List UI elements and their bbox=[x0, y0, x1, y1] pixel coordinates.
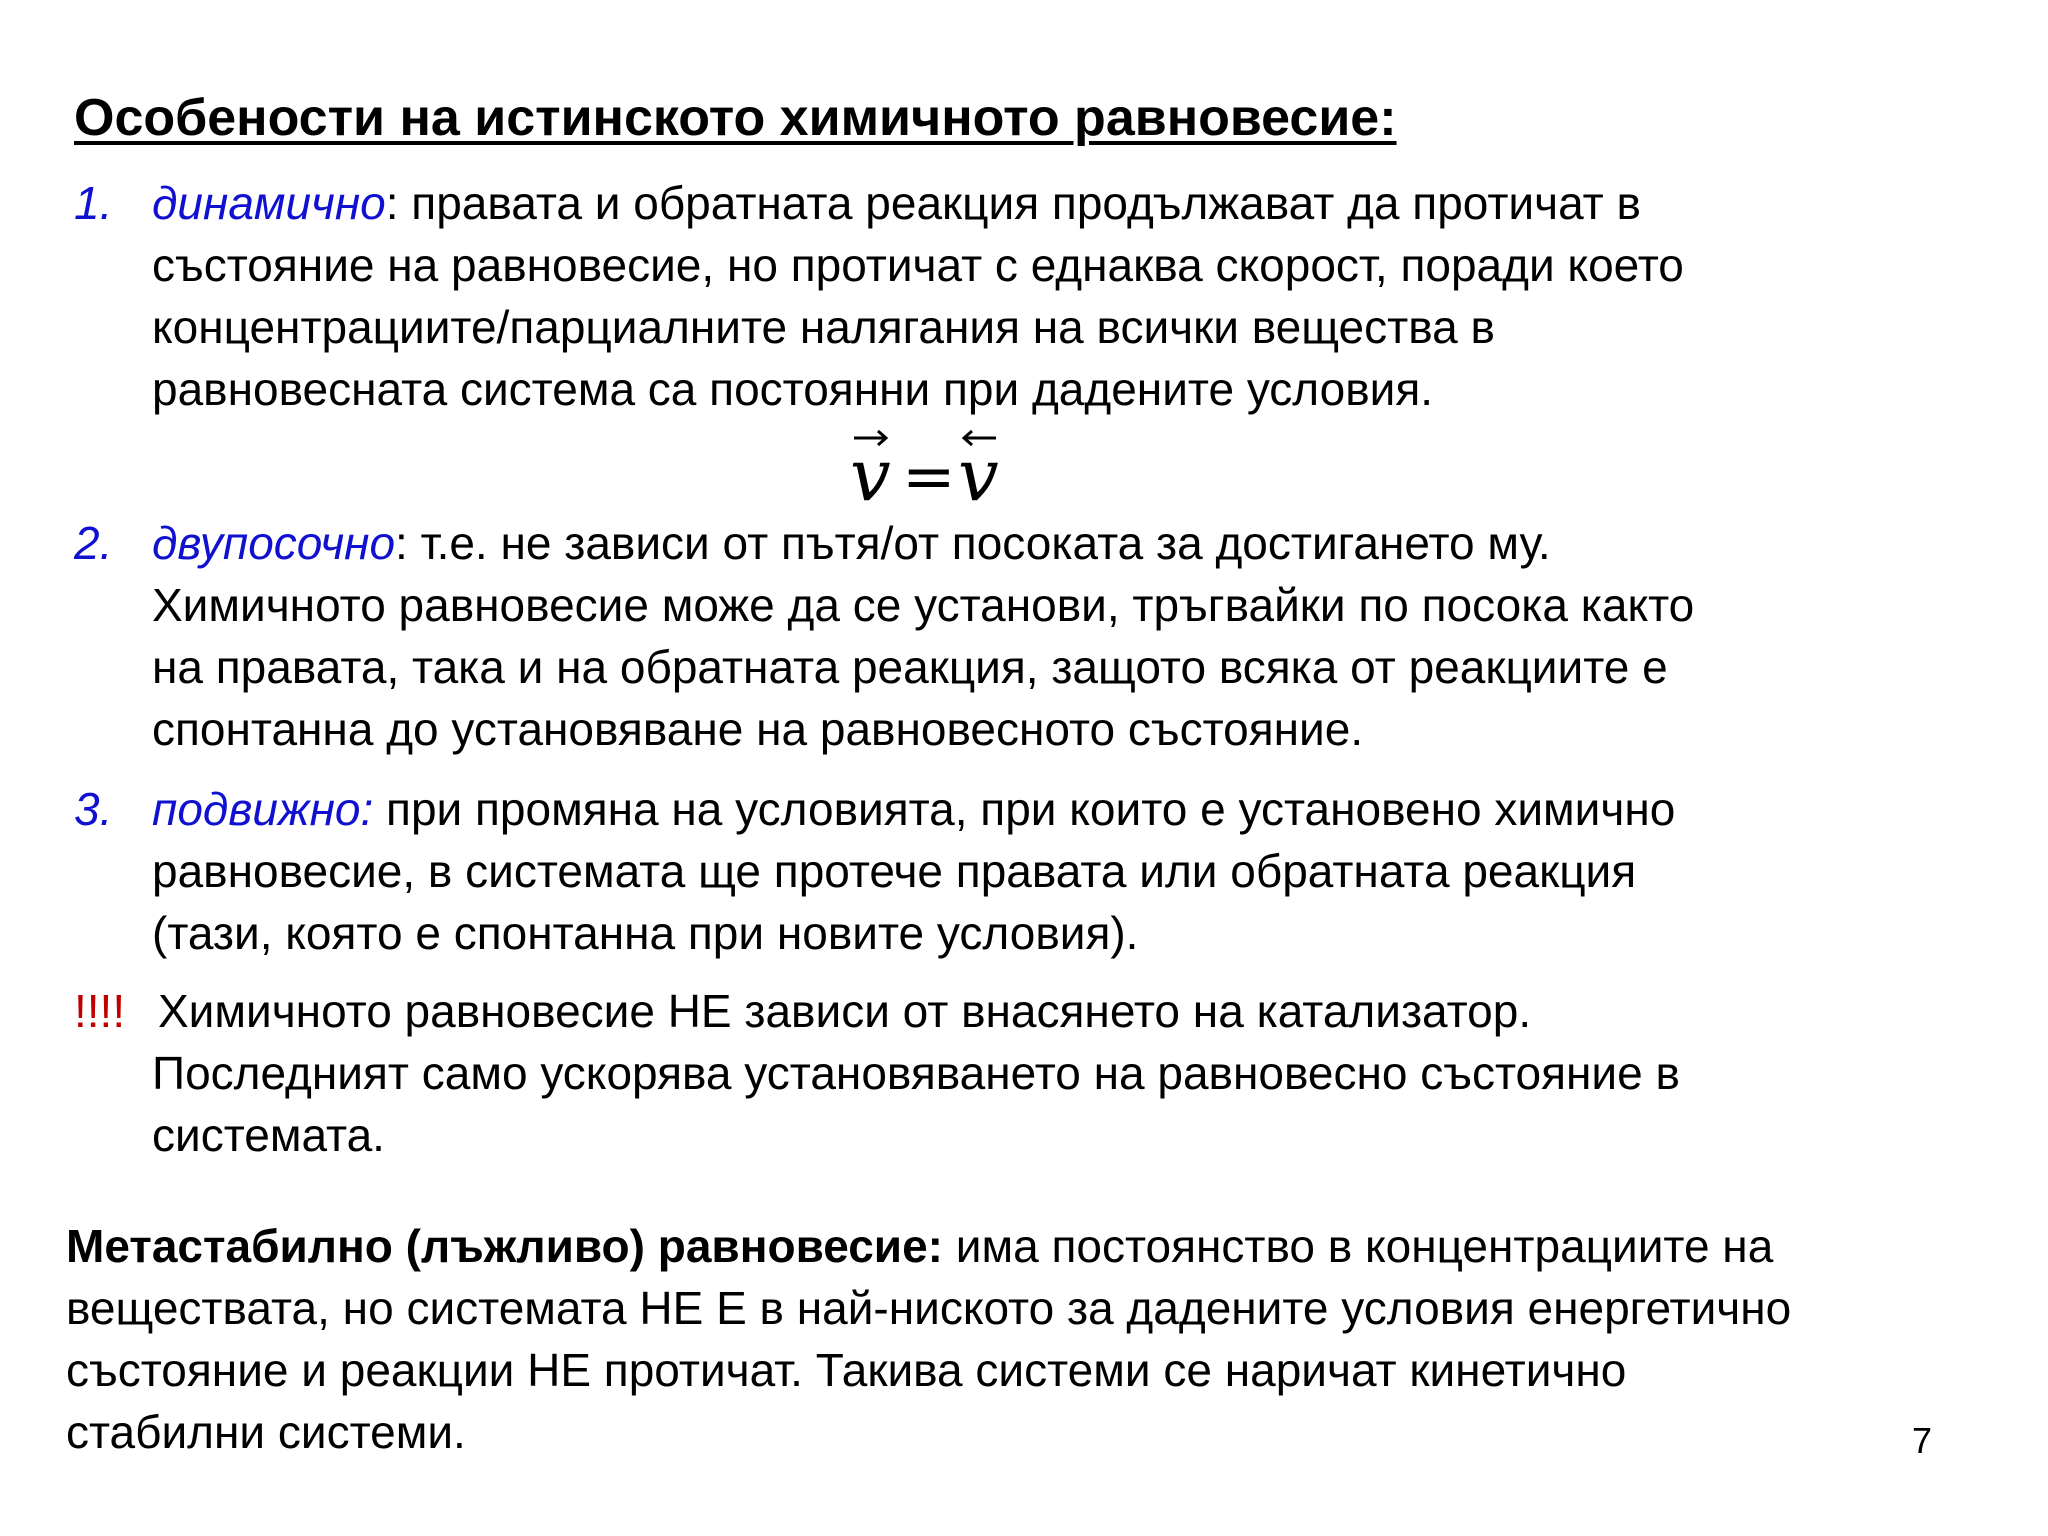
list-item-line: (тази, която е спонтанна при новите условия). bbox=[152, 907, 1139, 959]
line-text: т.е. не зависи от пътя/от посоката за достигането му. bbox=[407, 517, 1551, 569]
list-item-line: равновесната система са постоянни при дадените условия. bbox=[152, 363, 1434, 415]
keyword-mobile: подвижно: bbox=[152, 783, 374, 835]
list-item-line bbox=[152, 172, 1641, 234]
metastable-paragraph bbox=[66, 1215, 1791, 1463]
formula-lhs: v bbox=[850, 433, 891, 517]
line-text: правата и обратната реакция продължават да протичат в bbox=[398, 177, 1641, 229]
note-line: Последният само ускорява установяването на равновесно състояние в bbox=[152, 1047, 1680, 1099]
keyword-separator: : bbox=[385, 177, 399, 229]
keyword-bidirectional: двупосочно bbox=[152, 517, 396, 569]
alert-marker: !!!! bbox=[74, 985, 126, 1037]
list-item-line: концентрациите/парциалните налягания на всички вещества в bbox=[152, 301, 1495, 353]
slide-title: Особености на истинското химичното равновесие: bbox=[74, 89, 1397, 147]
rate-equality-formula bbox=[0, 418, 2048, 518]
list-item-line: състояние на равновесие, но протичат с еднаква скорост, поради което bbox=[152, 239, 1684, 291]
line-text: при промяна на условията, при които е установено химично bbox=[373, 783, 1676, 835]
list-marker: 1. bbox=[74, 177, 113, 229]
formula-svg bbox=[840, 418, 1040, 518]
paragraph-line bbox=[66, 1215, 1791, 1277]
formula-operator: = bbox=[902, 440, 956, 514]
note-line: системата. bbox=[152, 1109, 385, 1161]
paragraph-line: състояние и реакции НЕ протичат. Такива системи се наричат кинетично bbox=[66, 1344, 1627, 1396]
list-marker: 2. bbox=[74, 517, 113, 569]
list-item-line: на правата, така и на обратната реакция, защото всяка от реакциите е bbox=[152, 641, 1668, 693]
page-number: 7 bbox=[1912, 1420, 1933, 1461]
list-item-line: равновесие, в системата ще протече правата или обратната реакция bbox=[152, 845, 1637, 897]
paragraph-line: стабилни системи. bbox=[66, 1406, 466, 1458]
note-line: Химичното равновесие НЕ зависи от внасянето на катализатор. bbox=[158, 985, 1532, 1037]
formula-rhs: v bbox=[958, 433, 999, 517]
list-item-line: спонтанна до установяване на равновесното състояние. bbox=[152, 703, 1364, 755]
list-item-line bbox=[152, 778, 1675, 840]
metastable-term: Метастабилно (лъжливо) равновесие: bbox=[66, 1220, 943, 1272]
list-item-line: Химичното равновесие може да се установи, тръгвайки по посока както bbox=[152, 579, 1695, 631]
list-marker: 3. bbox=[74, 783, 113, 835]
line-text: има постоянство в концентрациите на bbox=[943, 1220, 1774, 1272]
list-item-line bbox=[152, 512, 1551, 574]
paragraph-line: веществата, но системата НЕ Е в най-ниското за дадените условия енергетично bbox=[66, 1282, 1792, 1334]
keyword-separator: : bbox=[395, 517, 408, 569]
keyword-dynamic: динамично bbox=[152, 177, 386, 229]
